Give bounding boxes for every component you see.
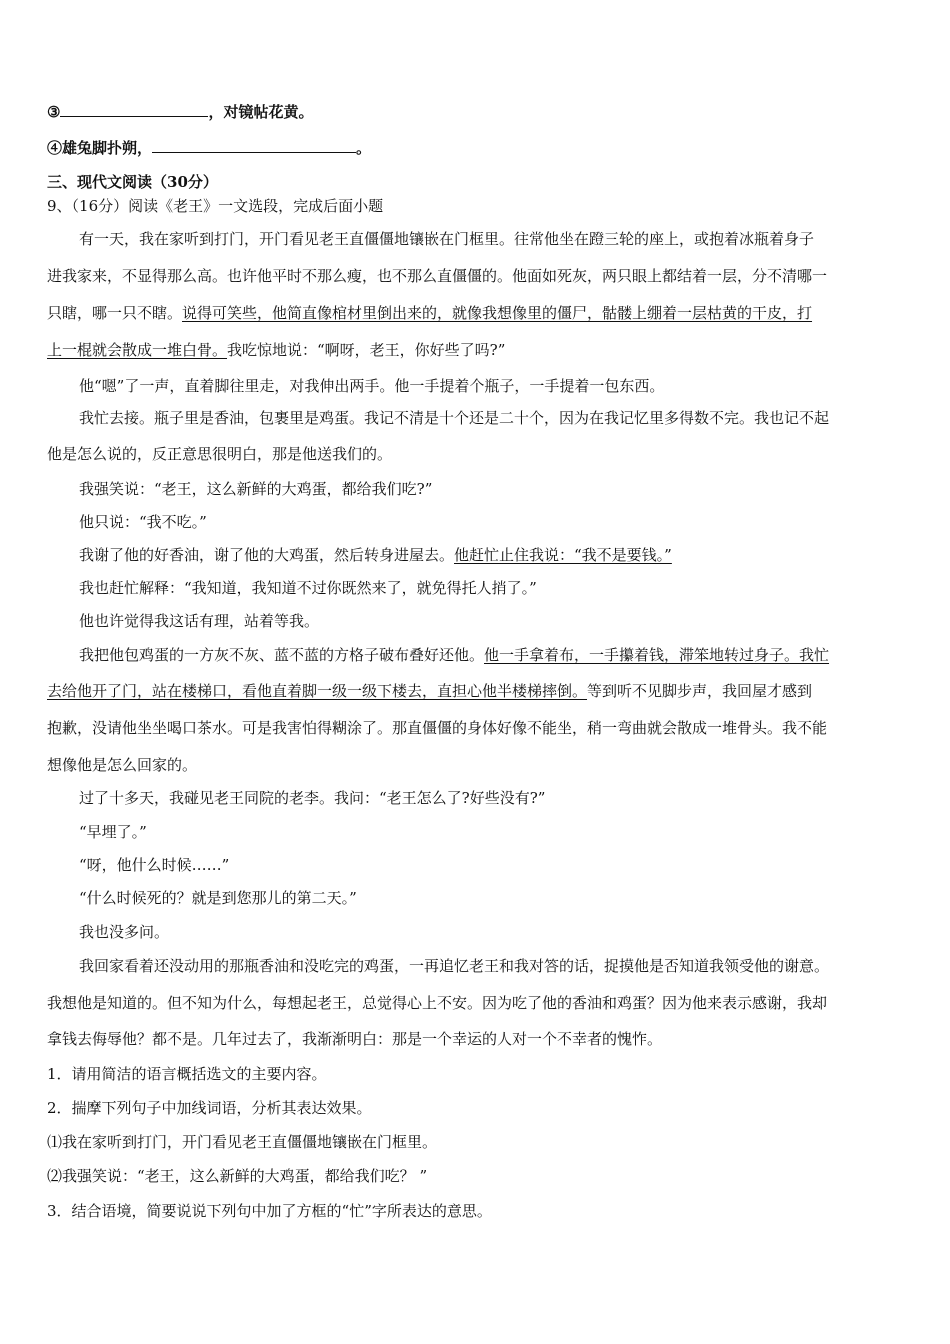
underlined-sentence-3b: 去给他开了门，站在楼梯口，看他直着脚一级一级下楼去，直担心他半楼梯摔倒。 xyxy=(47,682,588,700)
underlined-sentence-1a: 说得可笑些，他简直像棺材里倒出来的，就像我想像里的僵尸，骷髅上绷着一层枯黄的干皮，打 xyxy=(182,304,813,322)
passage-p3-line1: 我忙去接。瓶子里是香油，包裹里是鸡蛋。我记不清是十个还是二十个，因为在我记忆里多得数不完。我也记不起 xyxy=(79,409,830,427)
underlined-sentence-2: 他赶忙止住我说：“我不是要钱。” xyxy=(454,546,672,564)
passage-p2: 他“嗯”了一声，直着脚往里走，对我伸出两手。他一手提着个瓶子，一手提着一包东西。 xyxy=(79,377,665,395)
passage-p8: 他也许觉得我这话有理，站着等我。 xyxy=(79,612,320,630)
passage-p15-line2: 我想他是知道的。但不知为什么，每想起老王，总觉得心上不安。因为吃了他的香油和鸡蛋？因为他来表示感谢，我却 xyxy=(47,994,828,1012)
passage-p1-line4 xyxy=(47,340,505,360)
answer-blank-4[interactable] xyxy=(152,138,356,153)
fill-blank-item-4 xyxy=(47,138,371,158)
answer-blank-3[interactable] xyxy=(60,102,208,117)
passage-p9-line3: 抱歉，没请他坐坐喝口茶水。可是我害怕得糊涂了。那直僵僵的身体好像不能坐，稍一弯曲就会散成一堆骨头。我不能 xyxy=(47,719,828,737)
passage-p6-plain: 我谢了他的好香油，谢了他的大鸡蛋，然后转身进屋去。 xyxy=(79,546,455,564)
passage-p7: 我也赶忙解释：“我知道，我知道不过你既然来了，就免得托人捎了。” xyxy=(79,579,537,597)
item-4-marker: ④ xyxy=(47,139,63,157)
fill-blank-item-3 xyxy=(47,102,313,122)
question-intro: 9、（16分）阅读《老王》一文选段，完成后面小题 xyxy=(47,197,384,215)
passage-p13: “什么时候死的？就是到您那儿的第二天。” xyxy=(79,889,357,907)
passage-p1-line3-plain: 只瞎，哪一只不瞎。 xyxy=(47,304,183,322)
passage-p14: 我也没多问。 xyxy=(79,923,170,941)
item-3-marker: ③ xyxy=(47,103,61,121)
question-2-sentence-1: ⑴我在家听到打门，开门看见老王直僵僵地镶嵌在门框里。 xyxy=(47,1133,438,1151)
passage-p12: “呀，他什么时候……” xyxy=(79,856,230,874)
passage-p5: 他只说：“我不吃。” xyxy=(79,513,207,531)
passage-p6 xyxy=(79,545,672,565)
passage-p1-line2: 进我家来，不显得那么高。也许他平时不那么瘦，也不那么直僵僵的。他面如死灰，两只眼上都结着一层，分不清哪一 xyxy=(47,267,828,285)
passage-p1-line4-plain: 我吃惊地说：“啊呀，老王，你好些了吗?” xyxy=(227,341,506,359)
passage-p15-line1: 我回家看着还没动用的那瓶香油和没吃完的鸡蛋，一再追忆老王和我对答的话，捉摸他是否知道我领受他的谢意。 xyxy=(79,957,830,975)
question-3: 3．结合语境，简要说说下列句中加了方框的“忙”字所表达的意思。 xyxy=(47,1202,492,1220)
passage-p10: 过了十多天，我碰见老王同院的老李。我问：“老王怎么了?好些没有?” xyxy=(79,789,546,807)
passage-p9-line1-plain: 我把他包鸡蛋的一方灰不灰、蓝不蓝的方格子破布叠好还他。 xyxy=(79,646,485,664)
underlined-sentence-3a: 他一手拿着布，一手攥着钱，滞笨地转过身子。我忙 xyxy=(484,646,830,664)
item-4-prefix: 雄兔脚扑朔， xyxy=(62,139,153,157)
question-2-sentence-2: ⑵我强笑说：“老王，这么新鲜的大鸡蛋，都给我们吃？ ” xyxy=(47,1167,428,1185)
passage-p9-line1 xyxy=(79,645,829,665)
passage-p9-line2 xyxy=(47,681,812,701)
passage-p3-line2: 他是怎么说的，反正意思很明白，那是他送我们的。 xyxy=(47,445,393,463)
question-2: 2．揣摩下列句子中加线词语，分析其表达效果。 xyxy=(47,1099,372,1117)
passage-p4: 我强笑说：“老王，这么新鲜的大鸡蛋，都给我们吃?” xyxy=(79,480,433,498)
passage-p1-line3 xyxy=(47,303,812,323)
item-3-text: ，对镜帖花黄。 xyxy=(208,103,314,121)
section-heading: 三、现代文阅读（30分） xyxy=(47,173,218,191)
passage-p1-line1: 有一天，我在家听到打门，开门看见老王直僵僵地镶嵌在门框里。往常他坐在蹬三轮的座上，或抱着冰瓶着身子 xyxy=(79,230,815,248)
question-1: 1．请用简洁的语言概括选文的主要内容。 xyxy=(47,1065,327,1083)
passage-p15-line3: 拿钱去侮辱他？都不是。几年过去了，我渐渐明白：那是一个幸运的人对一个不幸者的愧怍。 xyxy=(47,1030,663,1048)
underlined-sentence-1b: 上一棍就会散成一堆白骨。 xyxy=(47,341,228,359)
item-4-suffix: 。 xyxy=(356,139,372,157)
passage-p9-line2-plain: 等到听不见脚步声，我回屋才感到 xyxy=(587,682,813,700)
passage-p9-line4: 想像他是怎么回家的。 xyxy=(47,756,198,774)
passage-p11: “早埋了。” xyxy=(79,823,147,841)
